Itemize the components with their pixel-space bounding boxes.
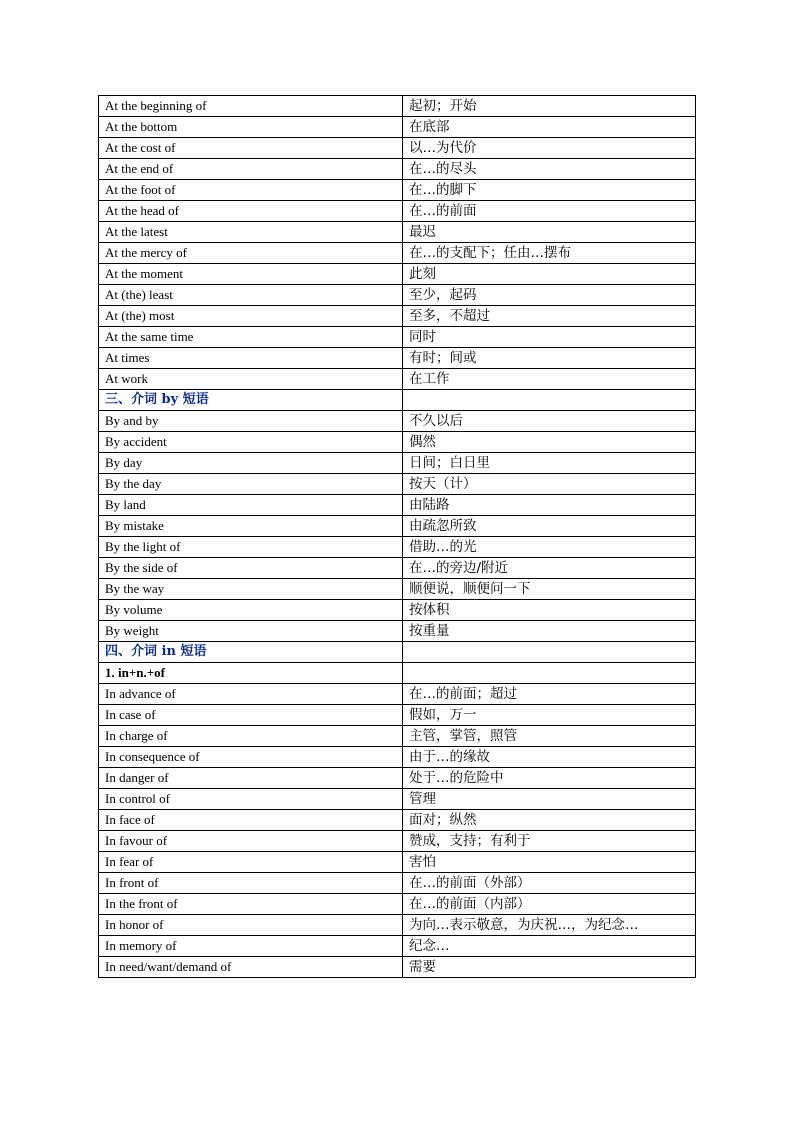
table-row (99, 96, 696, 117)
subsection-heading-row (99, 663, 696, 684)
meaning-cell: 有时；间或 (403, 348, 696, 369)
table-row (99, 936, 696, 957)
table-row (99, 600, 696, 621)
table-row (99, 810, 696, 831)
phrase-cell: At the cost of (99, 138, 403, 159)
phrase-cell: At the head of (99, 201, 403, 222)
table-row (99, 180, 696, 201)
phrase-cell: In case of (99, 705, 403, 726)
section-title-cell: 1. in+n.+of (99, 663, 403, 684)
phrase-cell: By the way (99, 579, 403, 600)
meaning-cell: 假如，万一 (403, 705, 696, 726)
meaning-cell: 在…的前面（外部） (403, 873, 696, 894)
meaning-cell: 至少，起码 (403, 285, 696, 306)
meaning-cell: 由疏忽所致 (403, 516, 696, 537)
meaning-cell: 害怕 (403, 852, 696, 873)
phrase-table-body (99, 96, 696, 978)
meaning-cell: 在…的前面 (403, 201, 696, 222)
meaning-cell: 赞成，支持；有利于 (403, 831, 696, 852)
meaning-cell: 按重量 (403, 621, 696, 642)
table-row (99, 516, 696, 537)
meaning-cell: 在…的前面；超过 (403, 684, 696, 705)
table-row (99, 894, 696, 915)
phrase-cell: At the same time (99, 327, 403, 348)
phrase-cell: In the front of (99, 894, 403, 915)
phrase-cell: By accident (99, 432, 403, 453)
phrase-cell: In danger of (99, 768, 403, 789)
meaning-cell (403, 390, 696, 411)
table-row (99, 621, 696, 642)
section-title-cell: 四、介词 in 短语 (99, 642, 403, 663)
phrase-cell: By volume (99, 600, 403, 621)
meaning-cell: 偶然 (403, 432, 696, 453)
table-row (99, 369, 696, 390)
table-row (99, 264, 696, 285)
table-row (99, 159, 696, 180)
phrase-cell: By day (99, 453, 403, 474)
meaning-cell: 由陆路 (403, 495, 696, 516)
phrase-cell: By mistake (99, 516, 403, 537)
phrase-cell: At the foot of (99, 180, 403, 201)
phrase-cell: By land (99, 495, 403, 516)
table-row (99, 201, 696, 222)
phrase-cell: In advance of (99, 684, 403, 705)
table-row (99, 957, 696, 978)
meaning-cell: 顺便说，顺便问一下 (403, 579, 696, 600)
phrase-cell: By the day (99, 474, 403, 495)
table-row (99, 348, 696, 369)
phrase-cell: At work (99, 369, 403, 390)
meaning-cell: 至多，不超过 (403, 306, 696, 327)
phrase-cell: By weight (99, 621, 403, 642)
phrase-cell: At the end of (99, 159, 403, 180)
table-row (99, 789, 696, 810)
table-row (99, 852, 696, 873)
table-row (99, 474, 696, 495)
meaning-cell: 按天（计） (403, 474, 696, 495)
phrase-cell: By the side of (99, 558, 403, 579)
meaning-cell: 最迟 (403, 222, 696, 243)
table-row (99, 537, 696, 558)
phrase-cell: In charge of (99, 726, 403, 747)
meaning-cell: 纪念… (403, 936, 696, 957)
meaning-cell: 在…的脚下 (403, 180, 696, 201)
phrase-cell: In control of (99, 789, 403, 810)
meaning-cell: 不久以后 (403, 411, 696, 432)
section-heading-row (99, 390, 696, 411)
table-row (99, 453, 696, 474)
section-heading-row (99, 642, 696, 663)
meaning-cell: 为向…表示敬意，为庆祝…，为纪念… (403, 915, 696, 936)
table-row (99, 243, 696, 264)
phrase-cell: At the moment (99, 264, 403, 285)
table-row (99, 831, 696, 852)
phrase-cell: In favour of (99, 831, 403, 852)
phrase-cell: In need/want/demand of (99, 957, 403, 978)
meaning-cell: 此刻 (403, 264, 696, 285)
phrase-cell: By and by (99, 411, 403, 432)
phrase-cell: At the latest (99, 222, 403, 243)
meaning-cell: 日间；白日里 (403, 453, 696, 474)
phrase-cell: In face of (99, 810, 403, 831)
phrase-cell: In honor of (99, 915, 403, 936)
table-row (99, 495, 696, 516)
phrase-cell: At the beginning of (99, 96, 403, 117)
phrase-cell: At (the) most (99, 306, 403, 327)
meaning-cell: 面对；纵然 (403, 810, 696, 831)
table-row (99, 432, 696, 453)
meaning-cell: 需要 (403, 957, 696, 978)
meaning-cell (403, 642, 696, 663)
table-row (99, 411, 696, 432)
table-row (99, 579, 696, 600)
table-row (99, 327, 696, 348)
phrase-cell: At (the) least (99, 285, 403, 306)
table-row (99, 915, 696, 936)
table-row (99, 873, 696, 894)
phrase-cell: By the light of (99, 537, 403, 558)
phrase-cell: In consequence of (99, 747, 403, 768)
phrase-cell: At times (99, 348, 403, 369)
phrase-cell: At the mercy of (99, 243, 403, 264)
meaning-cell: 在工作 (403, 369, 696, 390)
meaning-cell: 管理 (403, 789, 696, 810)
meaning-cell: 在…的旁边/附近 (403, 558, 696, 579)
meaning-cell: 借助…的光 (403, 537, 696, 558)
table-row (99, 684, 696, 705)
meaning-cell: 在底部 (403, 117, 696, 138)
meaning-cell: 在…的尽头 (403, 159, 696, 180)
meaning-cell (403, 663, 696, 684)
meaning-cell: 主管，掌管，照管 (403, 726, 696, 747)
table-row (99, 138, 696, 159)
phrase-cell: In fear of (99, 852, 403, 873)
meaning-cell: 以…为代价 (403, 138, 696, 159)
table-row (99, 726, 696, 747)
meaning-cell: 在…的前面（内部） (403, 894, 696, 915)
table-row (99, 705, 696, 726)
meaning-cell: 在…的支配下；任由…摆布 (403, 243, 696, 264)
section-title-cell: 三、介词 by 短语 (99, 390, 403, 411)
table-row (99, 747, 696, 768)
table-row (99, 306, 696, 327)
table-row (99, 768, 696, 789)
table-row (99, 117, 696, 138)
table-row (99, 285, 696, 306)
meaning-cell: 处于…的危险中 (403, 768, 696, 789)
meaning-cell: 由于…的缘故 (403, 747, 696, 768)
meaning-cell: 同时 (403, 327, 696, 348)
phrase-cell: At the bottom (99, 117, 403, 138)
table-row (99, 222, 696, 243)
phrase-cell: In memory of (99, 936, 403, 957)
table-row (99, 558, 696, 579)
phrase-table (98, 95, 696, 978)
meaning-cell: 按体积 (403, 600, 696, 621)
phrase-cell: In front of (99, 873, 403, 894)
meaning-cell: 起初；开始 (403, 96, 696, 117)
